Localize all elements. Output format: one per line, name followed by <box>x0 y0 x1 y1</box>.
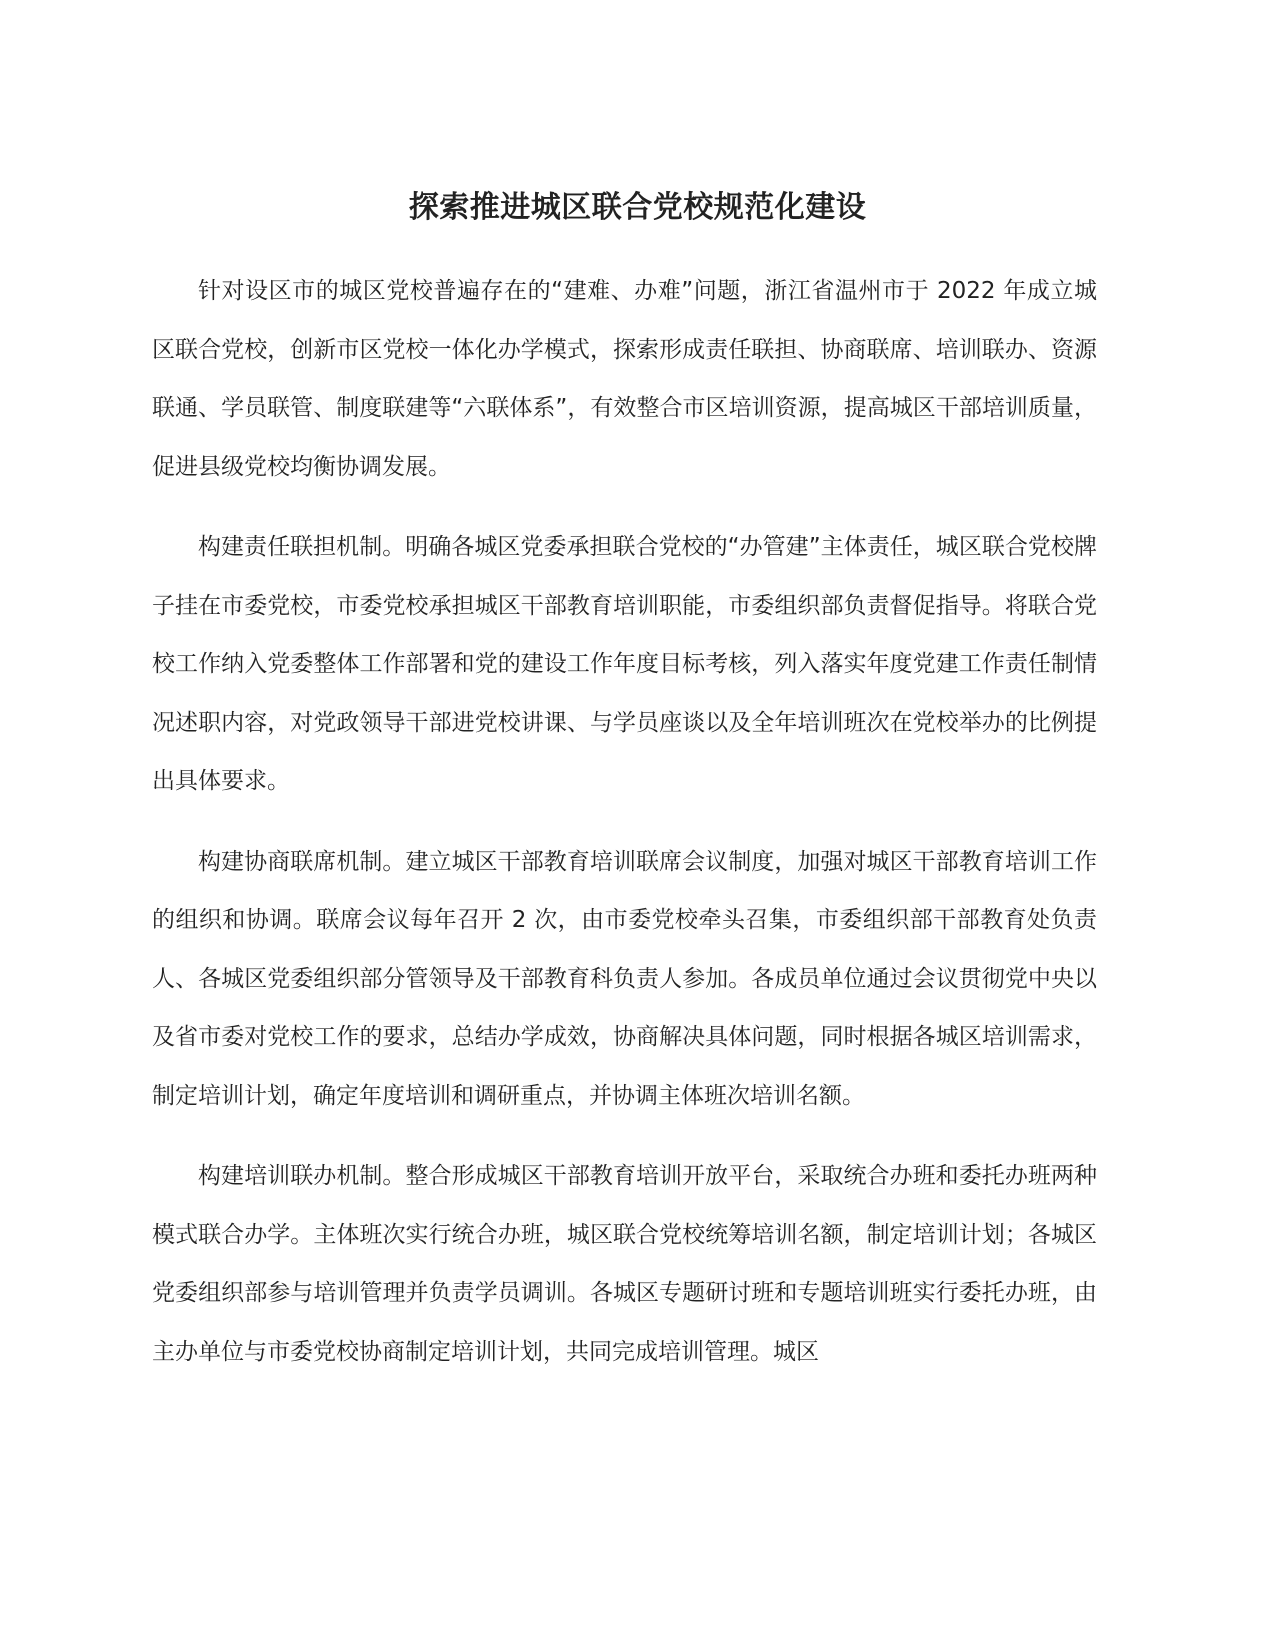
paragraph-responsibility-mechanism: 构建责任联担机制。明确各城区党委承担联合党校的“办管建”主体责任，城区联合党校牌子挂在市委党校，市委党校承担城区干部教育培训职能，市委组织部负责督促指导。将联合党校工作纳入党委整体工作部署和党的建设工作年度目标考核，列入落实年度党建工作责任制情况述职内容，对党政领导干部进党校讲课、与学员座谈以及全年培训班次在党校举办的比例提出具体要求。 <box>152 534 1097 794</box>
paragraph-intro: 针对设区市的城区党校普遍存在的“建难、办难”问题，浙江省温州市于 2022 年成立城区联合党校，创新市区党校一体化办学模式，探索形成责任联担、协商联席、培训联办、资源联通、学员联管、制度联建等“六联体系”，有效整合市区培训资源，提高城区干部培训质量，促进县级党校均衡协调发展。 <box>152 278 1097 480</box>
document-title: 探索推进城区联合党校规范化建设 <box>408 190 867 225</box>
paragraph-consultation-mechanism: 构建协商联席机制。建立城区干部教育培训联席会议制度，加强对城区干部教育培训工作的组织和协调。联席会议每年召开 2 次，由市委党校牵头召集，市委组织部干部教育处负责人、各城区党委组织部分管领导及干部教育科负责人参加。各成员单位通过会议贯彻党中央以及省市委对党校工作的要求，总结办学成效，协商解决具体问题，同时根据各城区培训需求，制定培训计划，确定年度培训和调研重点，并协调主体班次培训名额。 <box>152 848 1097 1109</box>
paragraph-training-mechanism: 构建培训联办机制。整合形成城区干部教育培训开放平台，采取统合办班和委托办班两种模式联合办学。主体班次实行统合办班，城区联合党校统筹培训名额，制定培训计划；各城区党委组织部参与培训管理并负责学员调训。各城区专题研讨班和专题培训班实行委托办班，由主办单位与市委党校协商制定培训计划，共同完成培训管理。城区 <box>152 1163 1097 1365</box>
document-body <box>152 262 1097 1403</box>
